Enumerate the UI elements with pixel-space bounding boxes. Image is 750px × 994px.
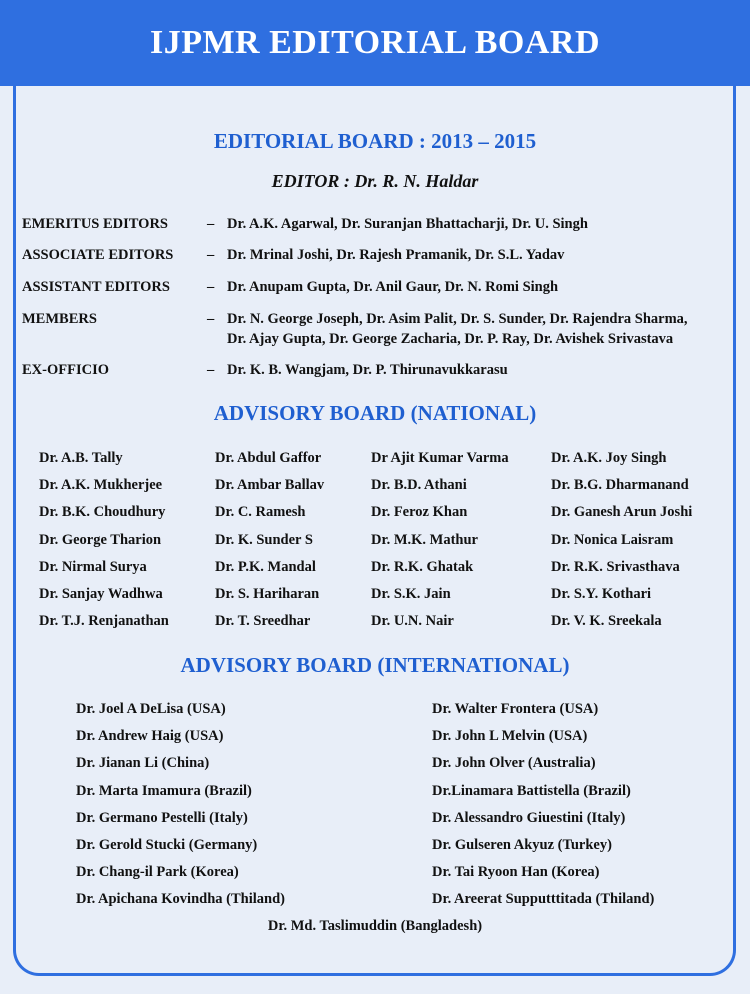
international-member: Dr. Gulseren Akyuz (Turkey)	[432, 837, 612, 853]
role-label: EX-OFFICIO	[22, 362, 109, 378]
role-names-line: Dr. Ajay Gupta, Dr. George Zacharia, Dr. P. Ray, Dr. Avishek Srivastava	[227, 331, 674, 347]
role-names-line: Dr. N. George Joseph, Dr. Asim Palit, Dr. S. Sunder, Dr. Rajendra Sharma,	[227, 311, 688, 327]
national-member: Dr. T. Sreedhar	[215, 613, 311, 629]
international-member: Dr. Germano Pestelli (Italy)	[76, 810, 248, 826]
international-member: Dr. Walter Frontera (USA)	[432, 701, 599, 717]
role-names	[227, 214, 732, 234]
role-names-line: Dr. Anupam Gupta, Dr. Anil Gaur, Dr. N. Romi Singh	[227, 279, 559, 295]
role-dash: –	[207, 216, 215, 232]
national-member: Dr. George Tharion	[39, 532, 162, 548]
international-member: Dr. Areerat Supputttitada (Thiland)	[432, 891, 655, 907]
national-member: Dr. P.K. Mandal	[215, 559, 316, 575]
role-names	[227, 360, 732, 380]
national-member: Dr. M.K. Mathur	[371, 532, 478, 548]
national-member: Dr. S.Y. Kothari	[551, 586, 652, 602]
international-member: Dr. Tai Ryoon Han (Korea)	[432, 864, 600, 880]
international-member: Dr. Chang-il Park (Korea)	[76, 864, 239, 880]
editor-line: EDITOR : Dr. R. N. Haldar	[271, 171, 479, 191]
national-member: Dr. Abdul Gaffor	[215, 450, 322, 466]
international-member: Dr.Linamara Battistella (Brazil)	[432, 783, 631, 799]
role-names	[227, 245, 732, 265]
national-member: Dr. A.B. Tally	[39, 450, 123, 466]
role-dash: –	[207, 362, 215, 378]
international-member: Dr. Marta Imamura (Brazil)	[76, 783, 252, 799]
role-names	[227, 309, 732, 349]
role-names	[227, 277, 732, 297]
role-names-line: Dr. Mrinal Joshi, Dr. Rajesh Pramanik, Dr. S.L. Yadav	[227, 247, 565, 263]
international-member-last: Dr. Md. Taslimuddin (Bangladesh)	[267, 918, 483, 934]
national-member: Dr. U.N. Nair	[371, 613, 454, 629]
national-member: Dr. T.J. Renjanathan	[39, 613, 169, 629]
international-member: Dr. Apichana Kovindha (Thiland)	[76, 891, 285, 907]
international-member: Dr. Jianan Li (China)	[76, 755, 210, 771]
role-names-line: Dr. A.K. Agarwal, Dr. Suranjan Bhattacharji, Dr. U. Singh	[227, 216, 588, 232]
national-member: Dr. R.K. Ghatak	[371, 559, 474, 575]
role-label: ASSOCIATE EDITORS	[22, 247, 174, 263]
international-member: Dr. Alessandro Giuestini (Italy)	[432, 810, 626, 826]
national-member: Dr. Sanjay Wadhwa	[39, 586, 163, 602]
page-title: IJPMR EDITORIAL BOARD	[149, 24, 601, 61]
international-member: Dr. Joel A DeLisa (USA)	[76, 701, 226, 717]
national-member: Dr. Nirmal Surya	[39, 559, 147, 575]
role-dash: –	[207, 311, 215, 327]
national-member: Dr. B.D. Athani	[371, 477, 467, 493]
national-member: Dr. A.K. Joy Singh	[551, 450, 667, 466]
role-names-line: Dr. K. B. Wangjam, Dr. P. Thirunavukkarasu	[227, 362, 508, 378]
advisory-national-title: ADVISORY BOARD (NATIONAL)	[213, 401, 537, 425]
national-member: Dr. R.K. Srivasthava	[551, 559, 680, 575]
international-member: Dr. John L Melvin (USA)	[432, 728, 588, 744]
international-member: Dr. Gerold Stucki (Germany)	[76, 837, 258, 853]
national-member: Dr. C. Ramesh	[215, 504, 306, 520]
national-member: Dr. Ambar Ballav	[215, 477, 325, 493]
role-dash: –	[207, 279, 215, 295]
national-member: Dr. K. Sunder S	[215, 532, 313, 548]
role-label: MEMBERS	[22, 311, 97, 327]
role-label: ASSISTANT EDITORS	[22, 279, 170, 295]
national-member: Dr. V. K. Sreekala	[551, 613, 662, 629]
national-member: Dr. B.K. Choudhury	[39, 504, 166, 520]
editorial-board-title: EDITORIAL BOARD : 2013 – 2015	[213, 129, 537, 153]
national-member: Dr. Nonica Laisram	[551, 532, 674, 548]
national-member: Dr. Feroz Khan	[371, 504, 468, 520]
national-member: Dr. S. Hariharan	[215, 586, 320, 602]
national-member: Dr Ajit Kumar Varma	[371, 450, 509, 466]
national-member: Dr. S.K. Jain	[371, 586, 451, 602]
international-member: Dr. Andrew Haig (USA)	[76, 728, 224, 744]
national-member: Dr. B.G. Dharmanand	[551, 477, 689, 493]
advisory-international-title: ADVISORY BOARD (INTERNATIONAL)	[180, 653, 570, 677]
role-label: EMERITUS EDITORS	[22, 216, 168, 232]
role-dash: –	[207, 247, 215, 263]
national-member: Dr. Ganesh Arun Joshi	[551, 504, 693, 520]
international-member: Dr. John Olver (Australia)	[432, 755, 596, 771]
national-member: Dr. A.K. Mukherjee	[39, 477, 163, 493]
header-bar	[0, 0, 750, 86]
